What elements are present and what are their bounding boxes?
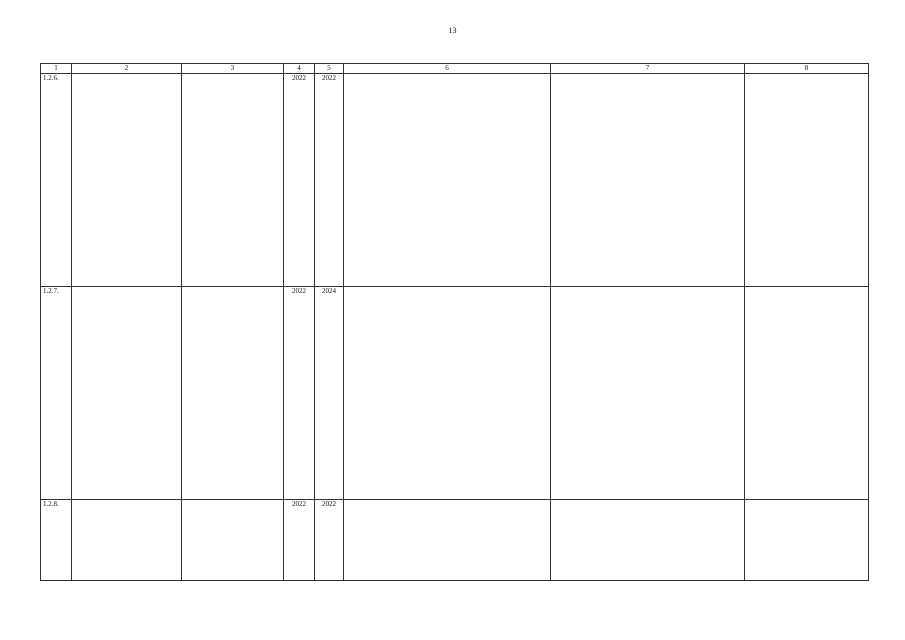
column-header: 4 <box>284 64 315 74</box>
column-header: 3 <box>182 64 284 74</box>
column-header: 5 <box>315 64 344 74</box>
indicator-link <box>745 74 869 287</box>
table-row <box>41 287 869 500</box>
column-header: 2 <box>72 64 182 74</box>
column-header: 8 <box>745 64 869 74</box>
column-number-row <box>41 64 869 74</box>
measure-description <box>72 287 182 500</box>
responsible-executor <box>182 74 284 287</box>
start-year: 2022 <box>284 500 315 581</box>
row-number: 1.2.8. <box>41 500 72 581</box>
start-year: 2022 <box>284 74 315 287</box>
end-year: 2024 <box>315 287 344 500</box>
indicator-link <box>745 287 869 500</box>
measure-description <box>72 500 182 581</box>
responsible-executor <box>182 500 284 581</box>
responsible-executor <box>182 287 284 500</box>
non-implementation-consequence <box>551 287 745 500</box>
expected-result <box>344 287 551 500</box>
row-number: 1.2.7. <box>41 287 72 500</box>
non-implementation-consequence <box>551 74 745 287</box>
end-year: 2022 <box>315 74 344 287</box>
column-header: 6 <box>344 64 551 74</box>
expected-result <box>344 74 551 287</box>
page-number: 13 <box>448 26 457 35</box>
non-implementation-consequence <box>551 500 745 581</box>
measure-description <box>72 74 182 287</box>
column-header: 7 <box>551 64 745 74</box>
measures-table <box>40 63 869 581</box>
end-year: 2022 <box>315 500 344 581</box>
row-number: 1.2.6. <box>41 74 72 287</box>
expected-result <box>344 500 551 581</box>
table-row <box>41 74 869 287</box>
table-row <box>41 500 869 581</box>
column-header: 1 <box>41 64 72 74</box>
indicator-link <box>745 500 869 581</box>
start-year: 2022 <box>284 287 315 500</box>
